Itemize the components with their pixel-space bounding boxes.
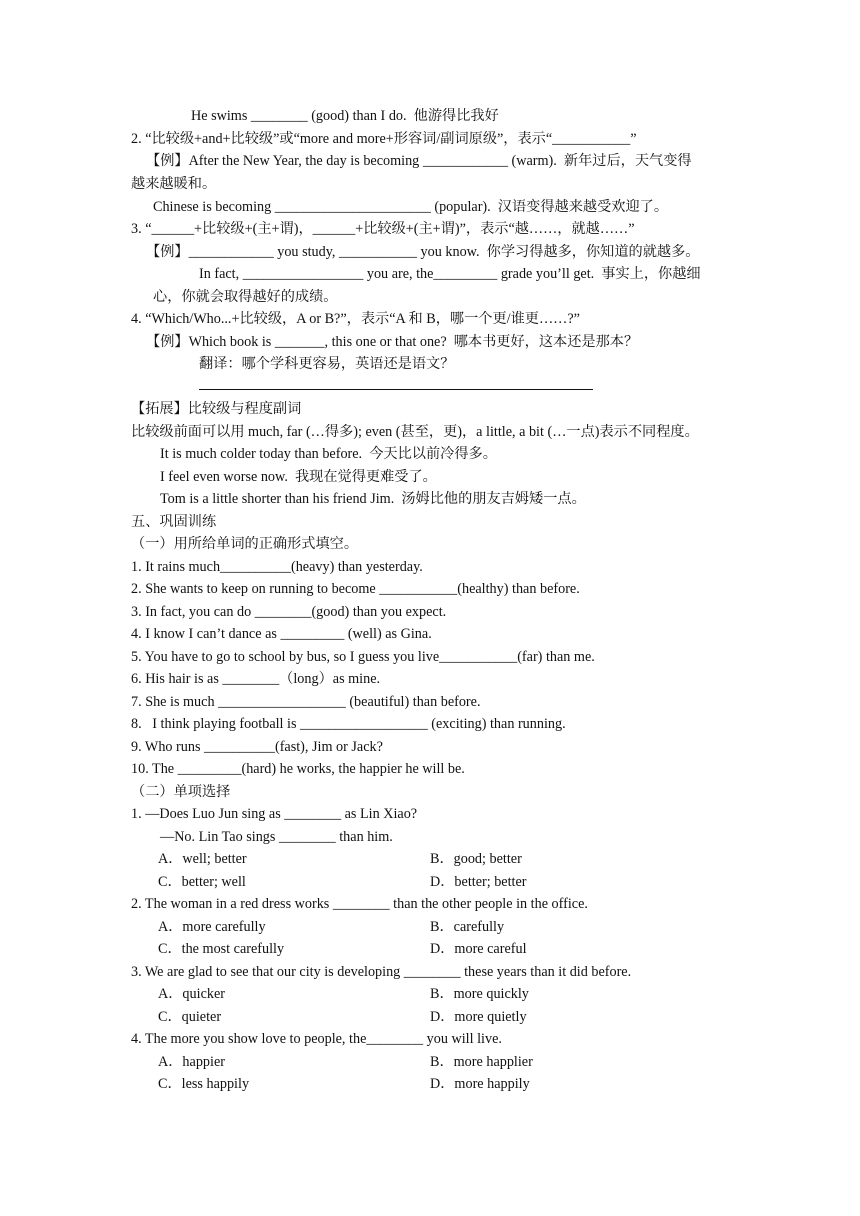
practice-heading: 五、巩固训练	[131, 514, 217, 530]
part2-heading: （二）单项选择	[131, 784, 231, 800]
mc-option-c: C．better; well	[158, 874, 246, 890]
mc-option-b: B．more happlier	[430, 1054, 533, 1070]
mc-option-a: A．well; better	[158, 851, 247, 867]
mc-option-d: D．better; better	[430, 874, 527, 890]
mc-question: 1. —Does Luo Jun sing as ________ as Lin Xiao?	[131, 806, 418, 822]
fill-item: 4. I know I can’t dance as _________ (well) as Gina.	[131, 626, 432, 642]
mc-question: 4. The more you show love to people, the________ you will live.	[131, 1031, 502, 1047]
answer-line	[199, 389, 593, 390]
expansion-example: Tom is a little shorter than his friend Jim. 汤姆比他的朋友吉姆矮一点。	[160, 491, 586, 507]
fill-item: 10. The _________(hard) he works, the happier he will be.	[131, 761, 465, 777]
mc-option-c: C．quieter	[158, 1009, 222, 1025]
rule-2-example-a: 【例】After the New Year, the day is becoming ____________ (warm). 新年过后，天气变得	[146, 153, 692, 169]
mc-option-a: A．happier	[158, 1054, 225, 1070]
rule-2: 2. “比较级+and+比较级”或“more and more+形容词/副词原级”，表示“___________”	[131, 131, 637, 147]
mc-question-cont: —No. Lin Tao sings ________ than him.	[160, 829, 393, 845]
rule-3: 3. “______+比较级+(主+谓)，______+比较级+(主+谓)”，表示“越……，就越……”	[131, 221, 635, 237]
mc-option-d: D．more quietly	[430, 1009, 527, 1025]
fill-item: 7. She is much __________________ (beautiful) than before.	[131, 694, 481, 710]
example-swims: He swims ________ (good) than I do. 他游得比我好	[191, 108, 499, 124]
mc-question: 2. The woman in a red dress works ________ than the other people in the office.	[131, 896, 588, 912]
mc-option-d: D．more careful	[430, 941, 527, 957]
rule-4: 4. “Which/Who...+比较级，A or B?”，表示“A 和 B，哪一个更/谁更……?”	[131, 311, 580, 327]
rule-3-example-a: 【例】____________ you study, ___________ you know. 你学习得越多，你知道的就越多。	[146, 244, 700, 260]
fill-item: 2. She wants to keep on running to become ___________(healthy) than before.	[131, 581, 580, 597]
expansion-intro: 比较级前面可以用 much, far (…得多); even (甚至，更)，a little, a bit (…一点)表示不同程度。	[131, 424, 699, 440]
rule-3-example-b-cont: 心，你就会取得越好的成绩。	[153, 289, 338, 305]
mc-option-b: B．more quickly	[430, 986, 529, 1002]
rule-2-example-a-cont: 越来越暖和。	[131, 176, 217, 192]
mc-option-a: A．quicker	[158, 986, 225, 1002]
fill-item: 8. I think playing football is __________________ (exciting) than running.	[131, 716, 566, 732]
fill-item: 1. It rains much__________(heavy) than yesterday.	[131, 559, 423, 575]
mc-option-b: B．carefully	[430, 919, 505, 935]
mc-option-c: C．less happily	[158, 1076, 250, 1092]
fill-item: 3. In fact, you can do ________(good) than you expect.	[131, 604, 447, 620]
mc-question: 3. We are glad to see that our city is developing ________ these years than it did before.	[131, 964, 632, 980]
rule-4-example: 【例】Which book is _______, this one or that one? 哪本书更好，这本还是那本？	[146, 334, 639, 350]
expansion-example: I feel even worse now. 我现在觉得更难受了。	[160, 469, 437, 485]
fill-item: 5. You have to go to school by bus, so I guess you live___________(far) than me.	[131, 649, 595, 665]
part1-heading: （一）用所给单词的正确形式填空。	[131, 536, 359, 552]
mc-option-a: A．more carefully	[158, 919, 266, 935]
expansion-example: It is much colder today than before. 今天比以前冷得多。	[160, 446, 497, 462]
fill-item: 9. Who runs __________(fast), Jim or Jack?	[131, 739, 383, 755]
mc-option-d: D．more happily	[430, 1076, 530, 1092]
fill-item: 6. His hair is as ________（long）as mine.	[131, 671, 381, 687]
rule-3-example-b: In fact, _________________ you are, the_________ grade you’ll get. 事实上，你越细	[199, 266, 701, 282]
mc-option-c: C．the most carefully	[158, 941, 285, 957]
rule-4-translate: 翻译：哪个学科更容易，英语还是语文？	[199, 356, 455, 372]
expansion-heading: 【拓展】比较级与程度副词	[131, 401, 302, 417]
mc-option-b: B．good; better	[430, 851, 522, 867]
rule-2-example-b: Chinese is becoming ______________________ (popular). 汉语变得越来越受欢迎了。	[153, 199, 669, 215]
